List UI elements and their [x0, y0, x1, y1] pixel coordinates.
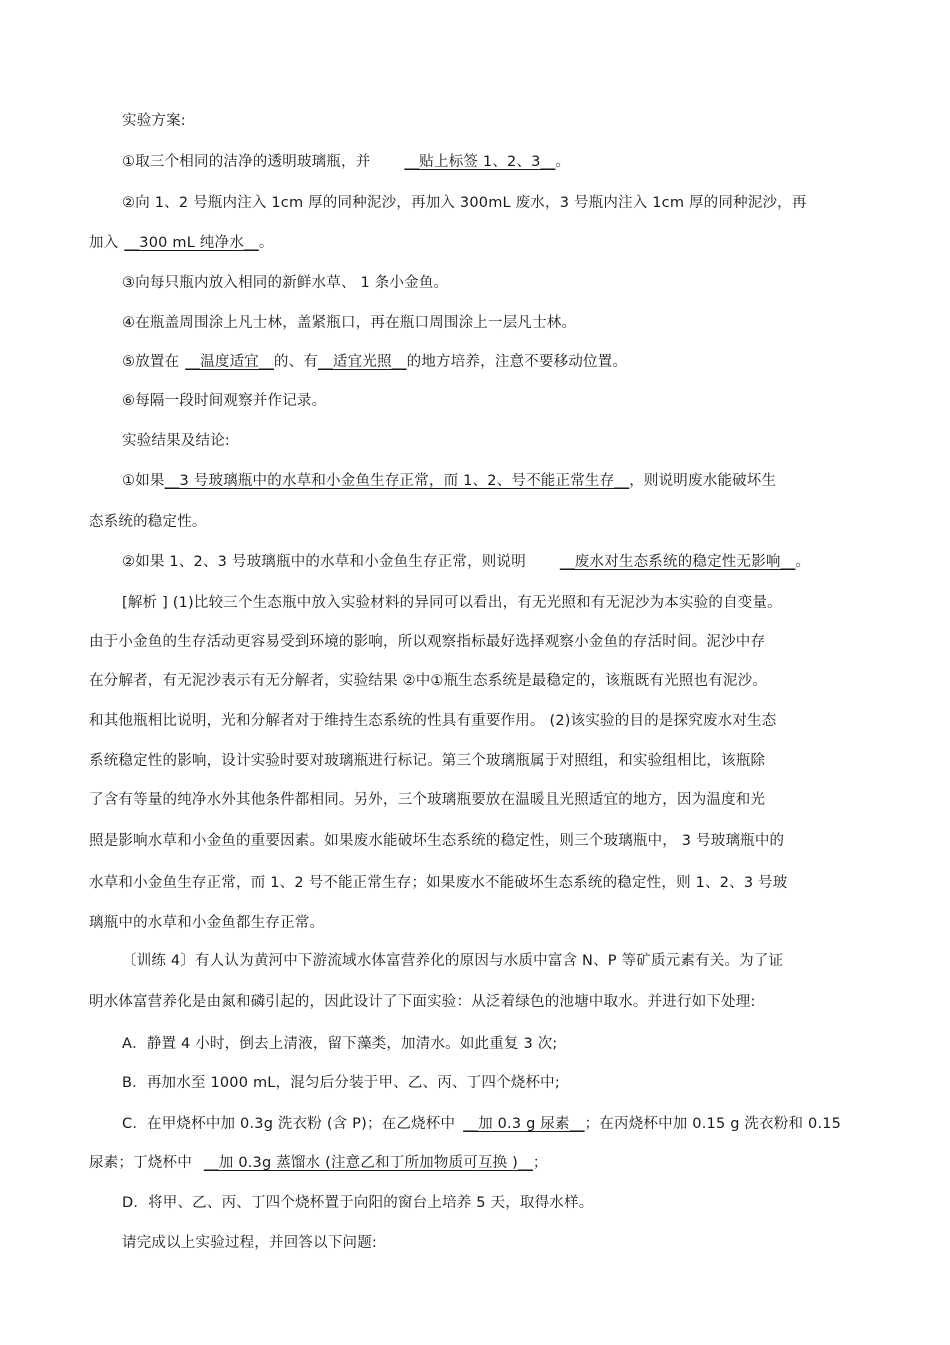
analysis-line-2: 由于小金鱼的生存活动更容易受到环境的影响，所以观察指标最好选择观察小金鱼的存活时间。泥沙中存: [89, 634, 766, 650]
result-2: [122, 552, 810, 572]
procedure-c-line-1: [122, 1114, 841, 1134]
section-heading-results: 实验结果及结论:: [122, 433, 230, 449]
step-1-answer: __贴上标签 1、2、3__: [404, 154, 556, 170]
step-6: ⑥每隔一段时间观察并作记录。: [122, 393, 327, 409]
step-5-text-c: 的地方培养，注意不要移动位置。: [406, 354, 628, 370]
step-2-line-1: ②向 1、2 号瓶内注入 1cm 厚的同种泥沙，再加入 300mL 废水，3 号瓶内注入 1cm 厚的同种泥沙，再: [122, 195, 807, 211]
result-1-line-2: 态系统的稳定性。: [89, 514, 207, 530]
analysis-line-9: 璃瓶中的水草和小金鱼都生存正常。: [89, 915, 325, 931]
result-2-text: ②如果 1、2、3 号玻璃瓶中的水草和小金鱼生存正常，则说明: [122, 554, 526, 570]
analysis-line-5: 系统稳定性的影响，设计实验时要对玻璃瓶进行标记。第三个玻璃瓶属于对照组，和实验组相比，该瓶除: [89, 753, 766, 769]
step-1: [122, 152, 570, 172]
step-2-line-2: [89, 233, 274, 253]
result-2-end: 。: [795, 554, 811, 570]
step-5-answer-a: __温度适宜__: [185, 354, 274, 370]
step-4: ④在瓶盖周围涂上凡士林，盖紧瓶口，再在瓶口周围涂上一层凡士林。: [122, 315, 577, 331]
step-1-end: 。: [555, 154, 571, 170]
step-5: [122, 352, 627, 372]
step-3: ③向每只瓶内放入相同的新鲜水草、 1 条小金鱼。: [122, 275, 449, 291]
step-2-end: 。: [258, 235, 274, 251]
step-2-text: 加入: [89, 235, 119, 251]
analysis-line-4: 和其他瓶相比说明，光和分解者对于维持生态系统的性具有重要作用。 (2)该实验的目的是探究废水对生态: [89, 713, 777, 729]
step-2-answer: __300 mL 纯净水__: [124, 235, 259, 251]
procedure-c-text-c: 尿素；丁烧杯中: [89, 1155, 192, 1171]
step-5-text-b: 的、有: [273, 354, 319, 370]
procedure-d: D．将甲、乙、丙、丁四个烧杯置于向阳的窗台上培养 5 天，取得水样。: [122, 1195, 594, 1211]
question-prompt: 请完成以上实验过程，并回答以下问题:: [122, 1235, 377, 1251]
result-2-answer: __废水对生态系统的稳定性无影响__: [559, 554, 796, 570]
procedure-c-line-2: [89, 1153, 548, 1173]
procedure-c-answer: __加 0.3 g 尿素__: [463, 1116, 585, 1132]
procedure-c-text-a: C．在甲烧杯中加 0.3g 洗衣粉 (含 P)；在乙烧杯中: [122, 1116, 456, 1132]
procedure-a: A．静置 4 小时，倒去上清液，留下藻类，加清水。如此重复 3 次;: [122, 1036, 558, 1052]
step-1-text: ①取三个相同的洁净的透明玻璃瓶，并: [122, 154, 371, 170]
training-4-line-1: 〔训练 4〕有人认为黄河中下游流域水体富营养化的原因与水质中富含 N、P 等矿质元素有关。为了证: [122, 953, 784, 969]
analysis-line-1: [解析 ] (1)比较三个生态瓶中放入实验材料的异同可以看出，有无光照和有无泥沙为本实验的自变量。: [122, 595, 782, 611]
procedure-b: B．再加水至 1000 mL，混匀后分装于甲、乙、丙、丁四个烧杯中;: [122, 1075, 560, 1091]
result-1-line-1: [122, 471, 776, 491]
procedure-c-text-b: ；在丙烧杯中加 0.15 g 洗衣粉和 0.15: [584, 1116, 842, 1132]
analysis-line-8: 水草和小金鱼生存正常，而 1、2 号不能正常生存；如果废水不能破坏生态系统的稳定性，则 1、2、3 号玻: [89, 875, 788, 891]
result-1-text-b: ，则说明废水能破坏生: [629, 473, 777, 489]
procedure-c-end: ；: [532, 1155, 548, 1171]
analysis-line-3: 在分解者，有无泥沙表示有无分解者，实验结果 ②中①瓶生态系统是最稳定的，该瓶既有光照也有泥沙。: [89, 673, 768, 689]
analysis-line-6: 了含有等量的纯净水外其他条件都相同。另外，三个玻璃瓶要放在温暖且光照适宜的地方，因为温度和光: [89, 792, 766, 808]
step-5-answer-b: __适宜光照__: [318, 354, 407, 370]
training-4-line-2: 明水体富营养化是由氮和磷引起的，因此设计了下面实验：从泛着绿色的池塘中取水。并进行如下处理:: [89, 994, 756, 1010]
result-1-text: ①如果: [122, 473, 165, 489]
result-1-answer: __3 号玻璃瓶中的水草和小金鱼生存正常，而 1、2、号不能正常生存__: [164, 473, 630, 489]
step-5-text-a: ⑤放置在: [122, 354, 180, 370]
procedure-c-answer-2: __加 0.3g 蒸馏水 (注意乙和丁所加物质可互换 )__: [203, 1155, 533, 1171]
section-heading-experiment-plan: 实验方案:: [122, 113, 186, 129]
analysis-line-7: 照是影响水草和小金鱼的重要因素。如果废水能破坏生态系统的稳定性，则三个玻璃瓶中， 3 号玻璃瓶中的: [89, 833, 785, 849]
